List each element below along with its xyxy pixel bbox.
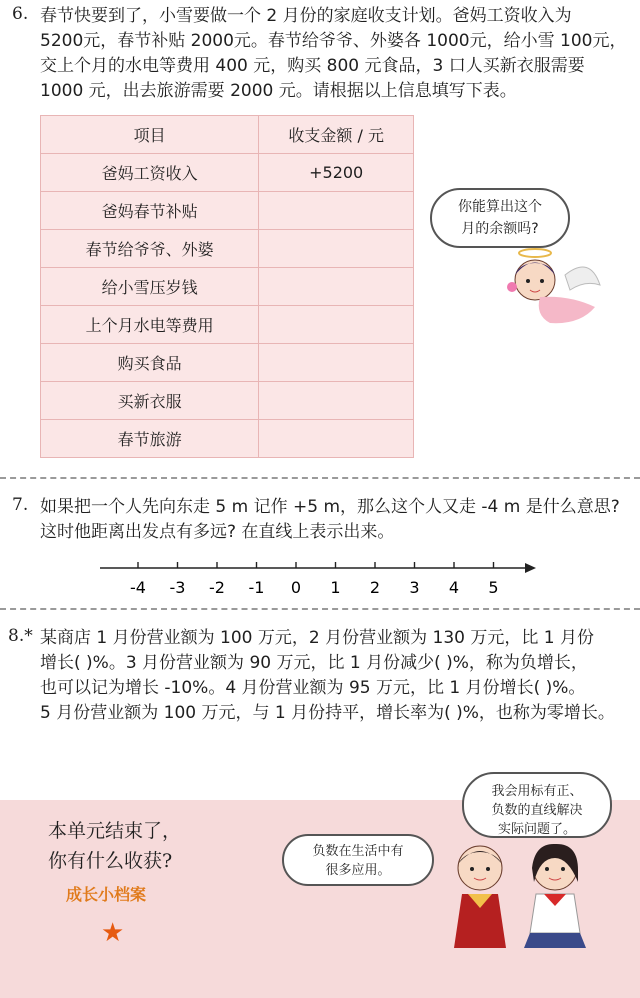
table-row	[41, 230, 414, 268]
growth-record-label: 成长小档案	[66, 885, 147, 904]
bubble-line: 实际问题了。	[497, 822, 576, 837]
number-line-label: 3	[409, 578, 420, 597]
table-row	[41, 382, 414, 420]
q7-line: 如果把一个人先向东走 5 m 记作 +5 m，那么这个人又走 -4 m 是什么意思?	[40, 497, 620, 517]
table-cell-amount[interactable]	[259, 268, 414, 306]
number-line-label: 0	[290, 578, 302, 597]
table-cell-item: 爸妈工资收入	[41, 154, 259, 192]
divider	[0, 608, 640, 610]
table-row	[41, 154, 414, 192]
table-cell-amount[interactable]	[259, 306, 414, 344]
table-cell-amount[interactable]	[259, 192, 414, 230]
table-row	[41, 268, 414, 306]
divider	[0, 477, 640, 479]
table-cell-amount[interactable]	[259, 344, 414, 382]
question-6-number: 6.	[12, 4, 29, 24]
question-7-text	[40, 495, 620, 545]
speech-bubble-boy	[282, 834, 434, 886]
table-cell-item: 春节给爷爷、外婆	[41, 230, 259, 268]
table-cell-amount[interactable]	[259, 382, 414, 420]
number-line-label: -3	[169, 578, 186, 597]
table-header-amount: 收支金额 / 元	[259, 116, 414, 154]
speech-bubble-girl	[462, 772, 612, 838]
q8-line: 某商店 1 月份营业额为 100 万元，2 月份营业额为 130 万元，比 1 月份	[40, 628, 594, 648]
table-header-row	[41, 116, 414, 154]
bubble-line: 我会用标有正、	[491, 784, 583, 799]
q8-line: 也可以记为增长 -10%。4 月份营业额为 95 万元，比 1 月份增长( )%。	[40, 678, 586, 698]
q8-line: 5 月份营业额为 100 万元，与 1 月份持平，增长率为( )%，也称为零增长。	[40, 703, 615, 723]
angel-girl-illustration	[500, 245, 610, 330]
table-row	[41, 306, 414, 344]
table-cell-amount[interactable]	[259, 420, 414, 458]
question-6-text	[40, 4, 626, 104]
q6-line: 春节快要到了，小雪要做一个 2 月份的家庭收支计划。爸妈工资收入为	[40, 6, 572, 26]
budget-table	[40, 115, 414, 458]
q6-line: 5200元，春节补贴 2000元。春节给爷爷、外婆各 1000元，给小雪 100元，	[40, 31, 627, 51]
star-icon: ★	[101, 918, 125, 948]
table-cell-item: 上个月水电等费用	[41, 306, 259, 344]
bubble-line: 负数的直线解决	[491, 803, 583, 818]
summary-line: 本单元结束了，	[48, 820, 182, 842]
question-8-text	[40, 626, 615, 726]
table-header-item: 项目	[41, 116, 259, 154]
q7-line: 这时他距离出发点有多远? 在直线上表示出来。	[40, 522, 395, 542]
table-cell-amount[interactable]: +5200	[259, 154, 414, 192]
summary-line: 你有什么收获?	[48, 850, 173, 872]
number-line-label: 1	[330, 578, 341, 597]
q6-line: 交上个月的水电等费用 400 元，购买 800 元食品，3 口人买新衣服需要	[40, 56, 585, 76]
table-cell-item: 买新衣服	[41, 382, 259, 420]
speech-bubble-balance	[430, 188, 570, 248]
table-cell-item: 春节旅游	[41, 420, 259, 458]
number-line	[100, 546, 540, 606]
table-row	[41, 344, 414, 382]
bubble-line: 负数在生活中有	[312, 844, 404, 859]
table-cell-item: 给小雪压岁钱	[41, 268, 259, 306]
number-line-label: -2	[209, 578, 225, 597]
q6-line: 1000 元，出去旅游需要 2000 元。请根据以上信息填写下表。	[40, 81, 517, 101]
number-line-label: 2	[369, 578, 381, 597]
table-row	[41, 420, 414, 458]
number-line-arrow	[525, 563, 536, 573]
question-8-number: 8.*	[8, 626, 33, 646]
table-cell-item: 购买食品	[41, 344, 259, 382]
bubble-line: 你能算出这个	[458, 199, 542, 215]
number-line-label: -4	[130, 578, 146, 597]
bubble-line: 月的余额吗?	[461, 221, 539, 237]
table-cell-amount[interactable]	[259, 230, 414, 268]
number-line-label: 5	[488, 578, 499, 597]
number-line-label: 4	[448, 578, 460, 597]
table-row	[41, 192, 414, 230]
q8-line: 增长( )%。3 月份营业额为 90 万元，比 1 月份减少( )%，称为负增长，	[40, 653, 588, 673]
question-7-number: 7.	[12, 495, 29, 515]
table-cell-item: 爸妈春节补贴	[41, 192, 259, 230]
summary-question	[48, 816, 181, 876]
children-illustration	[440, 838, 600, 948]
number-line-label: -1	[248, 578, 265, 597]
bubble-line: 很多应用。	[325, 863, 391, 878]
